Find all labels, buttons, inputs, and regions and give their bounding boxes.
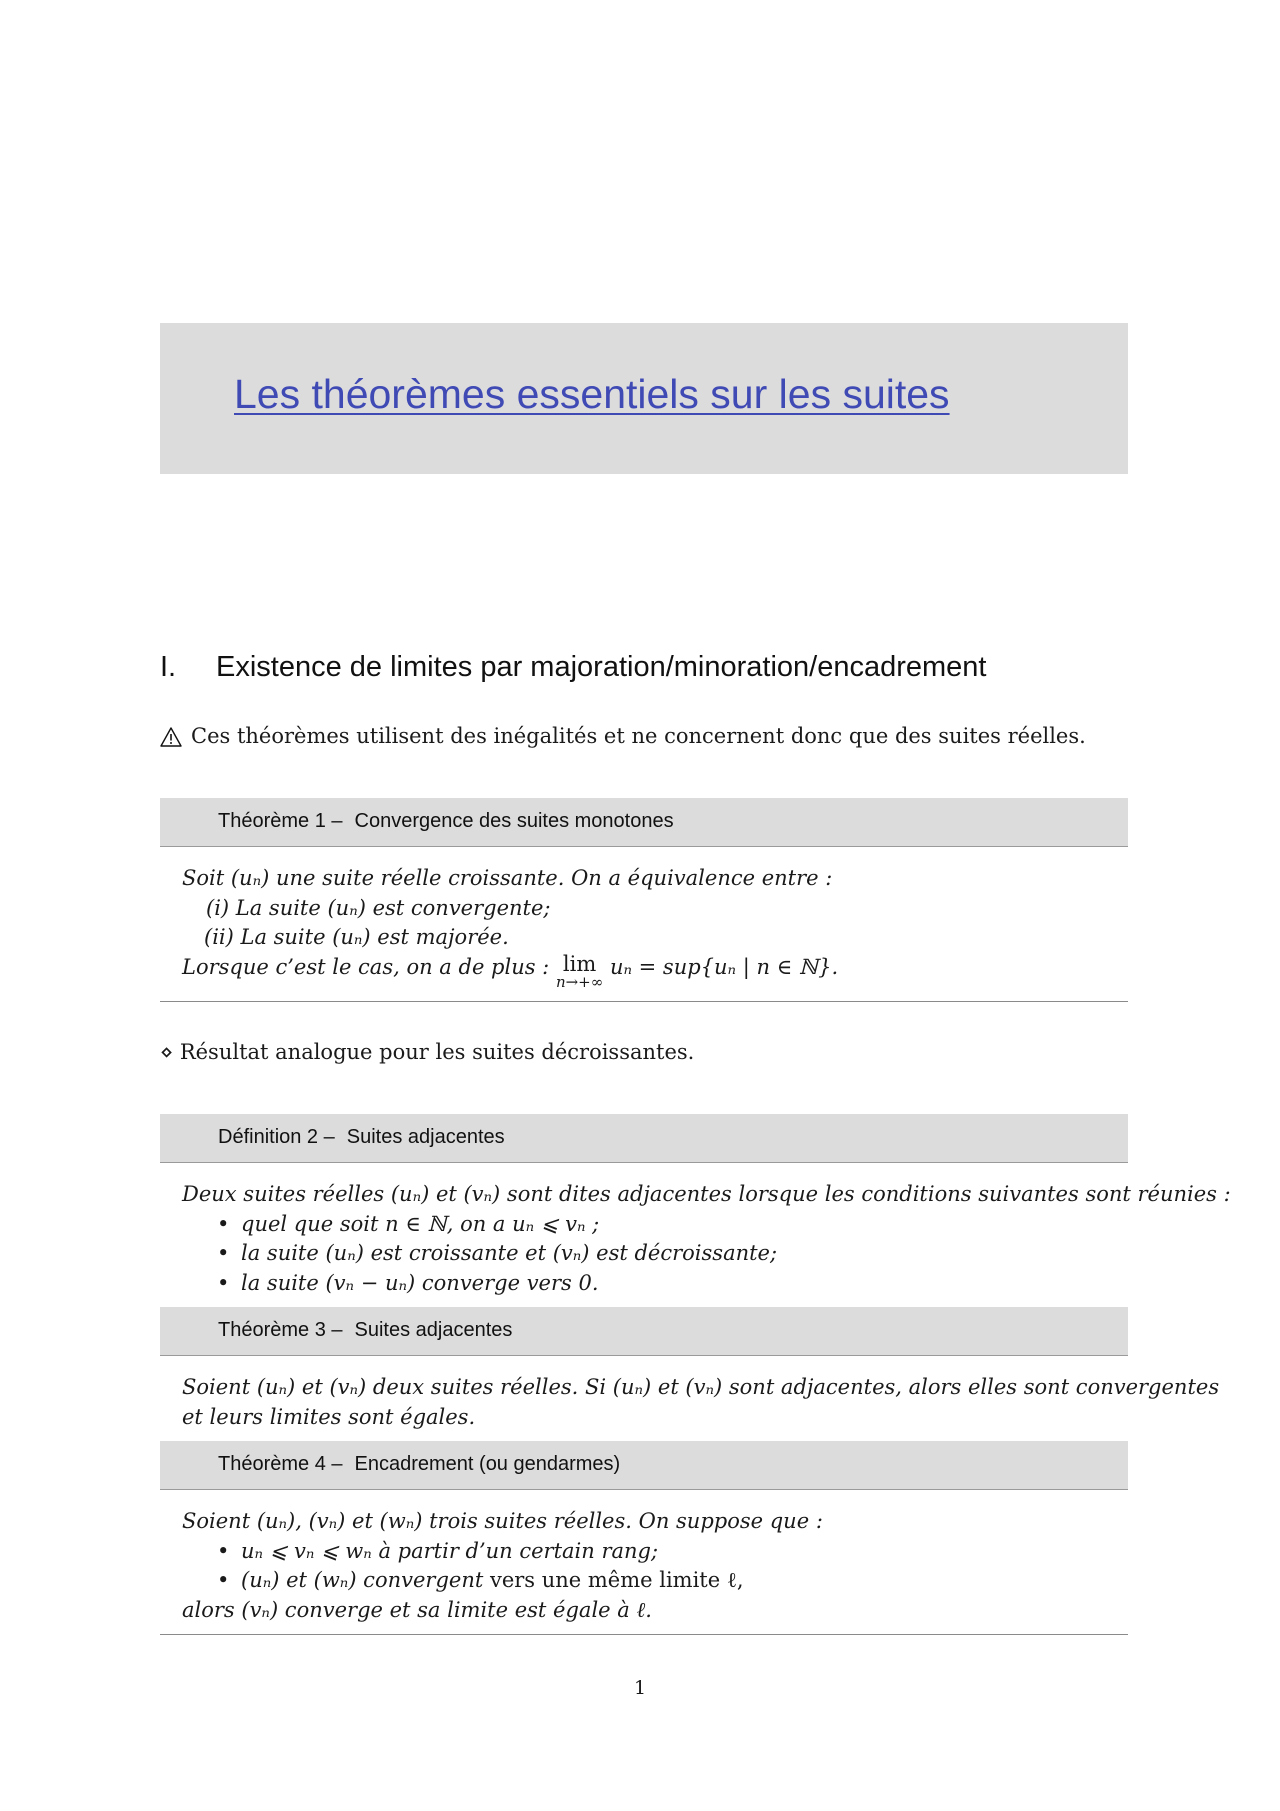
theorem-4-bullet: • uₙ ⩽ vₙ ⩽ wₙ à partir d’un certain rang; [182, 1537, 1122, 1567]
theorem-3-header [160, 1307, 1128, 1356]
theorem-1-name: Convergence des suites monotones [354, 810, 674, 832]
limit-operator [556, 953, 603, 989]
warning-triangle-icon [160, 727, 182, 747]
theorem-4-header [160, 1441, 1128, 1490]
section-number: I. [160, 651, 177, 683]
theorem-4-bottom-rule [160, 1634, 1128, 1635]
theorem-4-bullet [182, 1566, 1122, 1596]
theorem-3-body [182, 1373, 1220, 1432]
theorem-1-bottom-rule [160, 1001, 1128, 1002]
section-title: Existence de limites par majoration/minoration/encadrement [216, 651, 987, 683]
definition-2-header [160, 1114, 1128, 1163]
page-title: Les théorèmes essentiels sur les suites [234, 371, 950, 417]
theorem-4-bullet-plain: vers une même limite ℓ, [483, 1568, 744, 1592]
theorem-1-header [160, 798, 1128, 847]
theorem-1-limit-formula: uₙ = sup{uₙ | n ∈ ℕ}. [609, 954, 839, 979]
theorem-1-line: Soit (uₙ) une suite réelle croissante. On a équivalence entre : [182, 866, 833, 890]
warning-text: Ces théorèmes utilisent des inégalités et ne concernent donc que des suites réelles. [191, 724, 1086, 748]
definition-2-bullet: • quel que soit n ∈ ℕ, on a uₙ ⩽ vₙ ; [182, 1210, 1122, 1240]
theorem-1-label: Théorème 1 – [218, 810, 343, 832]
theorem-3-label: Théorème 3 – [218, 1319, 343, 1341]
theorem-4-line: alors (vₙ) converge et sa limite est égale à ℓ. [182, 1597, 652, 1622]
remark-line: ⋄ Résultat analogue pour les suites décroissantes. [160, 1040, 695, 1064]
definition-2-bullet: • la suite (uₙ) est croissante et (vₙ) est décroissante; [182, 1239, 1122, 1269]
theorem-1-body [182, 864, 1122, 989]
theorem-4-body [182, 1507, 1122, 1625]
theorem-3-line: et leurs limites sont égales. [182, 1404, 476, 1429]
theorem-3-name: Suites adjacentes [354, 1319, 513, 1341]
section-heading [160, 651, 986, 684]
theorem-1-limit-line [182, 953, 1122, 989]
theorem-4-line: Soient (uₙ), (vₙ) et (wₙ) trois suites réelles. On suppose que : [182, 1509, 823, 1533]
warning-note [160, 724, 1086, 748]
definition-2-bullet: • la suite (vₙ − uₙ) converge vers 0. [182, 1269, 1122, 1299]
page-number: 1 [633, 1677, 647, 1699]
limit-subscript: n→+∞ [555, 972, 604, 991]
theorem-1-item-i: (i) La suite (uₙ) est convergente; [206, 895, 551, 920]
limit-word: lim [562, 951, 597, 976]
definition-2-body [182, 1180, 1231, 1298]
theorem-4-label: Théorème 4 – [218, 1453, 343, 1475]
theorem-1-limit-intro: Lorsque c’est le cas, on a de plus : [182, 954, 550, 979]
definition-2-line: Deux suites réelles (uₙ) et (vₙ) sont dites adjacentes lorsque les conditions suivantes sont réunies : [182, 1182, 1231, 1206]
theorem-3-line: Soient (uₙ) et (vₙ) deux suites réelles. Si (uₙ) et (vₙ) sont adjacentes, alors elles sont convergentes [182, 1375, 1220, 1399]
theorem-1-item-ii: (ii) La suite (uₙ) est majorée. [204, 925, 509, 949]
theorem-4-bullet-italic: (uₙ) et (wₙ) convergent [241, 1568, 484, 1592]
definition-2-label: Définition 2 – [218, 1126, 335, 1148]
definition-2-name: Suites adjacentes [346, 1126, 505, 1148]
theorem-4-name: Encadrement (ou gendarmes) [354, 1453, 621, 1475]
title-box [160, 323, 1128, 474]
